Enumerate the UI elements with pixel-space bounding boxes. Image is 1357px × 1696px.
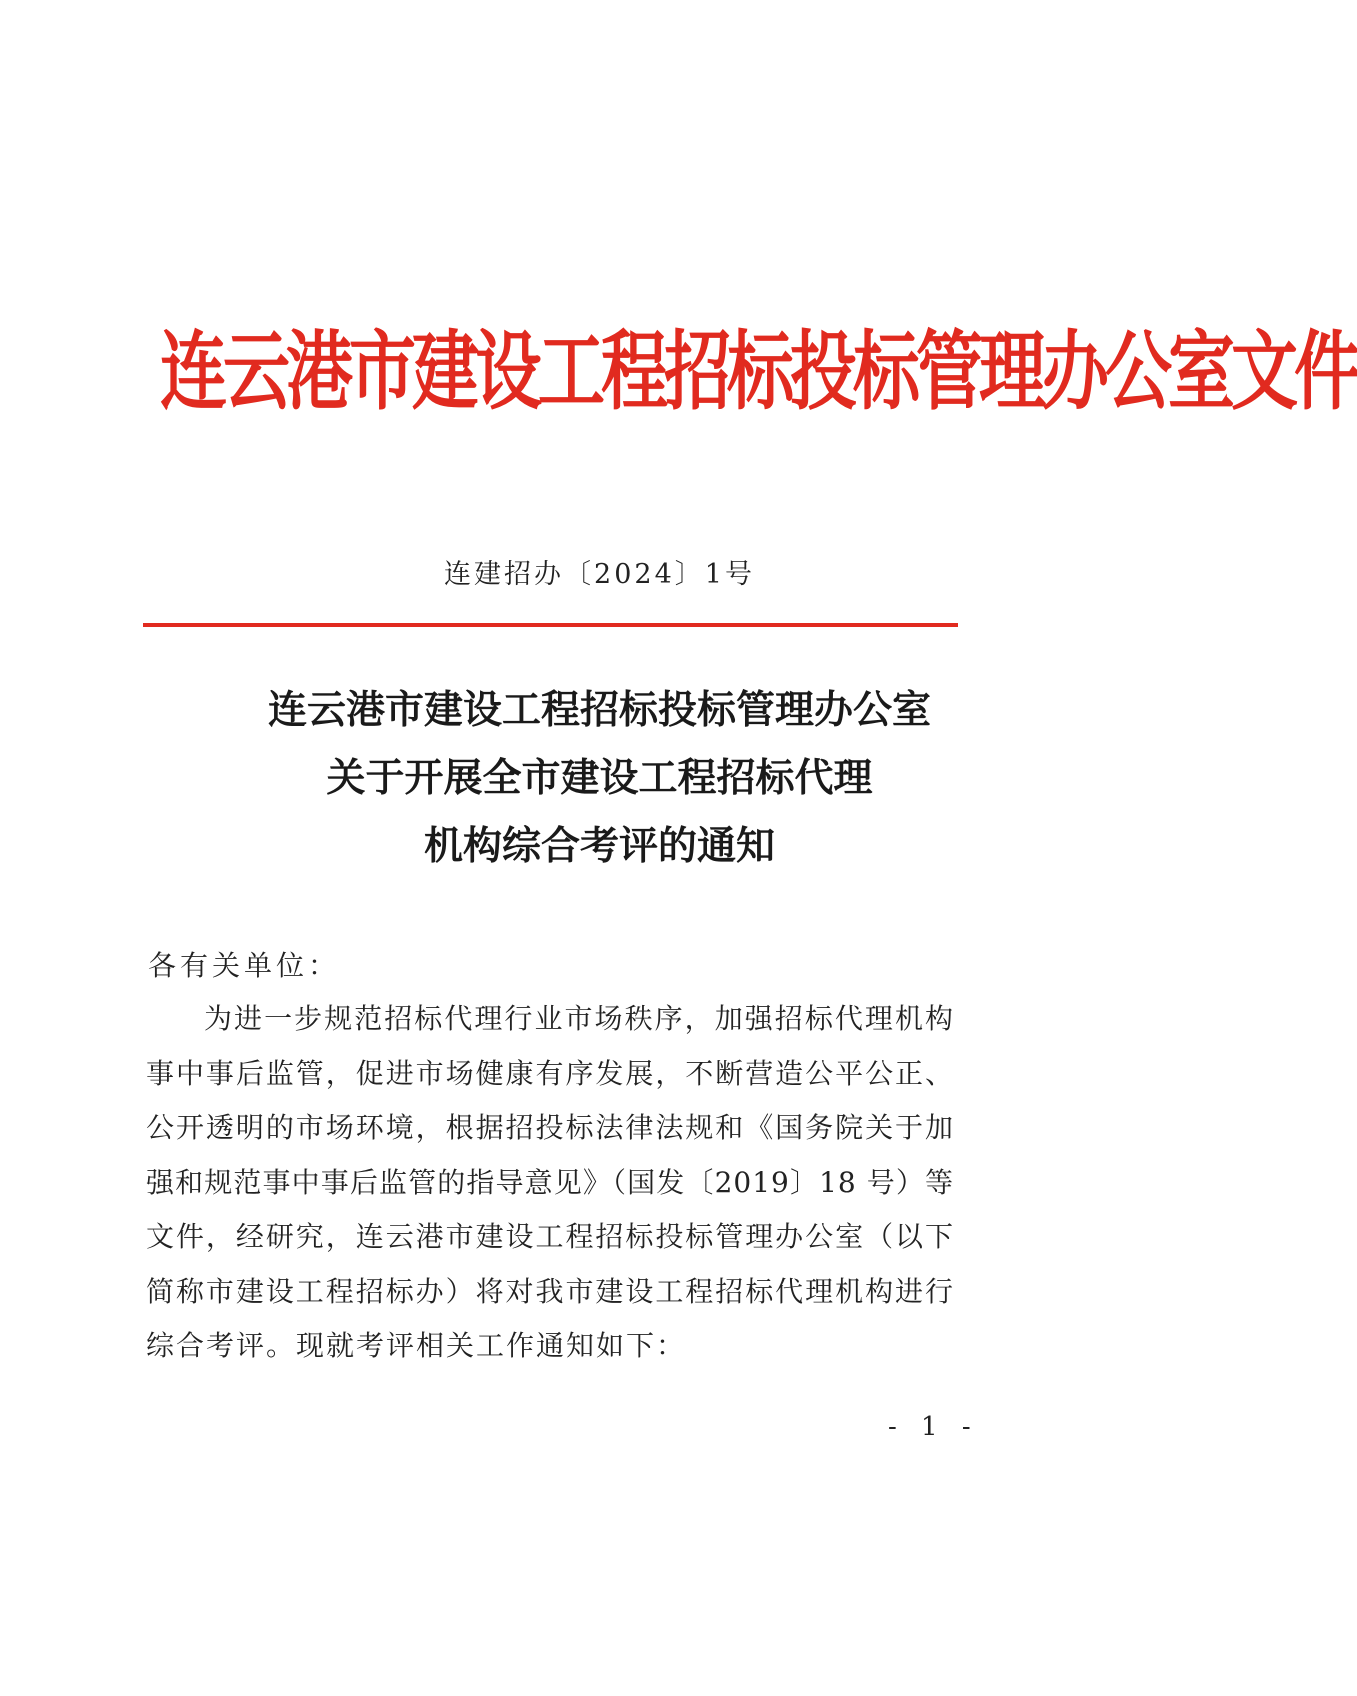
salutation: 各有关单位： bbox=[148, 949, 341, 982]
document-masthead: 连云港市建设工程招标投标管理办公室文件 bbox=[160, 320, 1357, 422]
red-divider-line bbox=[143, 623, 958, 627]
body-line: 为进一步规范招标代理行业市场秩序，加强招标代理机构 bbox=[204, 1002, 954, 1035]
body-paragraph bbox=[146, 992, 954, 1374]
document-number: 连建招办〔2024〕1号 bbox=[444, 559, 755, 590]
title-line: 关于开展全市建设工程招标代理 bbox=[326, 755, 873, 801]
body-line: 强和规范事中事后监管的指导意见》（国发〔2019〕18 号）等 bbox=[146, 1165, 954, 1199]
body-line: 公开透明的市场环境，根据招投标法律法规和《国务院关于加 bbox=[146, 1111, 954, 1144]
title-line: 机构综合考评的通知 bbox=[423, 823, 775, 869]
body-line: 综合考评。现就考评相关工作通知如下： bbox=[146, 1329, 687, 1362]
document-title bbox=[0, 676, 1199, 880]
body-line: 简称市建设工程招标办）将对我市建设工程招标代理机构进行 bbox=[146, 1274, 954, 1308]
body-line: 文件，经研究，连云港市建设工程招标投标管理办公室（以下 bbox=[146, 1220, 954, 1253]
title-line: 连云港市建设工程招标投标管理办公室 bbox=[267, 687, 931, 733]
page-number: - 1 - bbox=[888, 1412, 979, 1442]
body-line: 事中事后监管，促进市场健康有序发展，不断营造公平公正、 bbox=[146, 1056, 954, 1090]
